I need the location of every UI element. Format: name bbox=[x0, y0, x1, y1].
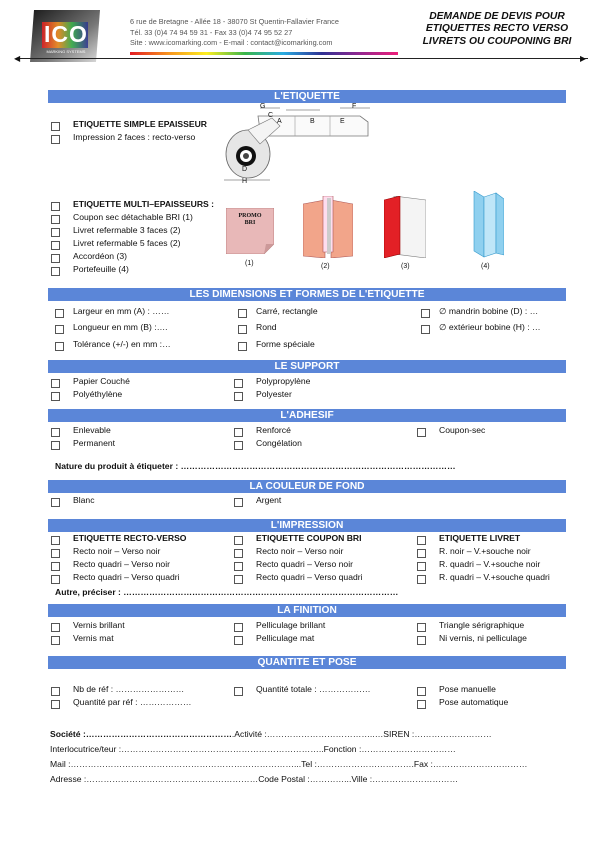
checkbox-pose[interactable] bbox=[417, 687, 426, 696]
option-simple: ETIQUETTE SIMPLE EPAISSEUR bbox=[73, 119, 208, 129]
promo-text: PROMO bbox=[238, 213, 262, 219]
checkbox-impression[interactable] bbox=[234, 549, 243, 558]
field-exterieur[interactable]: ∅ extérieur bobine (H) : … bbox=[439, 322, 541, 332]
figure-label: (1) bbox=[245, 260, 254, 267]
wallet-figure bbox=[470, 191, 504, 259]
checkbox-finition[interactable] bbox=[417, 623, 426, 632]
checkbox-multi-item[interactable] bbox=[51, 267, 60, 276]
field-quantite-totale[interactable]: Quantité totale : ……………… bbox=[256, 684, 371, 694]
field-adresse[interactable]: Adresse :…………………………………………………… bbox=[50, 774, 259, 784]
checkbox-impression[interactable] bbox=[51, 575, 60, 584]
field-tel[interactable]: .Tel :…………………………… bbox=[298, 759, 412, 769]
option-recto-verso: Impression 2 faces : recto-verso bbox=[73, 132, 196, 142]
promo-bri-figure bbox=[226, 208, 274, 254]
option-adhesif: Congélation bbox=[256, 438, 302, 448]
arrow-right-icon: ▶ bbox=[580, 54, 587, 63]
section-adhesif: L'ADHESIF bbox=[48, 409, 566, 422]
checkbox-multi-item[interactable] bbox=[51, 228, 60, 237]
checkbox-impression[interactable] bbox=[417, 575, 426, 584]
option-finition: Vernis mat bbox=[73, 633, 114, 643]
figure-label: (4) bbox=[481, 263, 490, 270]
arrow-left-icon: ◀ bbox=[14, 54, 21, 63]
option-support: Polyester bbox=[256, 389, 292, 399]
checkbox-support[interactable] bbox=[234, 379, 243, 388]
checkbox-quantite[interactable] bbox=[51, 700, 60, 709]
contact-line bbox=[50, 744, 456, 755]
checkbox-impression[interactable] bbox=[417, 562, 426, 571]
checkbox-adhesif[interactable] bbox=[234, 428, 243, 437]
checkbox-support[interactable] bbox=[51, 379, 60, 388]
checkbox-adhesif[interactable] bbox=[51, 428, 60, 437]
option-adhesif: Renforcé bbox=[256, 425, 291, 435]
option-impression: Recto quadri – Verso quadri bbox=[73, 572, 180, 582]
option-adhesif: Enlevable bbox=[73, 425, 111, 435]
section-couleur: LA COULEUR DE FOND bbox=[48, 480, 566, 493]
option-impression: Recto noir – Verso noir bbox=[73, 546, 161, 556]
field-interlocuteur[interactable]: Interlocutrice/teur :……………………………………………………………. bbox=[50, 744, 322, 754]
option-finition: Pelliculage brillant bbox=[256, 620, 326, 630]
option-multi-item: Livret refermable 3 faces (2) bbox=[73, 225, 181, 235]
checkbox-impression-rv[interactable] bbox=[51, 536, 60, 545]
document-title: DEMANDE DE DEVIS POUR ETIQUETTES RECTO VERSO LIVRETS OU COUPONING BRI bbox=[422, 11, 572, 47]
checkbox-forme[interactable] bbox=[238, 325, 247, 334]
field-nb-ref[interactable]: Nb de réf : …………………… bbox=[73, 684, 185, 694]
contact-line bbox=[50, 759, 527, 770]
field-quantite-ref[interactable]: Quantité par réf : ……………… bbox=[73, 697, 192, 707]
checkbox-support[interactable] bbox=[51, 392, 60, 401]
option-multi-item: Livret refermable 5 faces (2) bbox=[73, 238, 181, 248]
header-rule bbox=[18, 58, 588, 59]
option-support: Polyéthylène bbox=[73, 389, 123, 399]
checkbox-largeur[interactable] bbox=[55, 309, 64, 318]
roll-label-e: E bbox=[340, 118, 345, 125]
checkbox-impression[interactable] bbox=[234, 575, 243, 584]
option-forme: Carré, rectangle bbox=[256, 306, 318, 316]
checkbox-recto-verso[interactable] bbox=[51, 135, 60, 144]
option-multi-item: Accordéon (3) bbox=[73, 251, 127, 261]
option-impression: Recto quadri – Verso noir bbox=[73, 559, 170, 569]
contact-line bbox=[50, 774, 458, 785]
field-tolerance[interactable]: Tolérance (+/-) en mm :… bbox=[73, 339, 171, 349]
field-code-postal[interactable]: Code Postal :………….. bbox=[258, 774, 349, 784]
impression-rv-title: ETIQUETTE RECTO-VERSO bbox=[73, 533, 187, 543]
checkbox-impression[interactable] bbox=[417, 549, 426, 558]
option-impression: Recto quadri – Verso noir bbox=[256, 559, 353, 569]
checkbox-multi[interactable] bbox=[51, 202, 60, 211]
section-quantite: QUANTITE ET POSE bbox=[48, 656, 566, 669]
impression-bri-title: ETIQUETTE COUPON BRI bbox=[256, 533, 362, 543]
option-adhesif: Coupon-sec bbox=[439, 425, 486, 435]
option-finition: Pelliculage mat bbox=[256, 633, 315, 643]
checkbox-mandrin[interactable] bbox=[421, 309, 430, 318]
checkbox-pose[interactable] bbox=[417, 700, 426, 709]
option-forme: Rond bbox=[256, 322, 277, 332]
field-siren[interactable]: …SIREN :……………………… bbox=[374, 729, 492, 739]
field-societe[interactable]: Société :…………………………………………… bbox=[50, 729, 232, 739]
field-nature-produit[interactable]: Nature du produit à étiqueter : …………………………………………………………………………………… bbox=[55, 461, 456, 471]
option-impression: R. quadri – V.+souche quadri bbox=[439, 572, 550, 582]
checkbox-adhesif[interactable] bbox=[417, 428, 426, 437]
checkbox-quantite[interactable] bbox=[51, 687, 60, 696]
checkbox-multi-item[interactable] bbox=[51, 254, 60, 263]
contact-line bbox=[50, 729, 492, 740]
checkbox-finition[interactable] bbox=[417, 636, 426, 645]
checkbox-impression-bri[interactable] bbox=[234, 536, 243, 545]
roll-label-b: B bbox=[310, 118, 315, 125]
option-support: Papier Couché bbox=[73, 376, 130, 386]
field-fonction[interactable]: .Fonction :…………………………… bbox=[321, 744, 456, 754]
option-adhesif: Permanent bbox=[73, 438, 116, 448]
checkbox-simple[interactable] bbox=[51, 122, 60, 131]
checkbox-finition[interactable] bbox=[51, 636, 60, 645]
roll-label-h: H bbox=[242, 178, 248, 185]
checkbox-adhesif[interactable] bbox=[51, 441, 60, 450]
company-logo bbox=[30, 8, 102, 64]
option-impression: Recto quadri – Verso quadri bbox=[256, 572, 363, 582]
logo-subtext: MARKING SYSTEMS bbox=[46, 49, 86, 54]
field-longueur[interactable]: Longueur en mm (B) :…. bbox=[73, 322, 168, 332]
option-pose: Pose automatique bbox=[439, 697, 509, 707]
checkbox-adhesif[interactable] bbox=[234, 441, 243, 450]
section-support: LE SUPPORT bbox=[48, 360, 566, 373]
checkbox-impression[interactable] bbox=[234, 562, 243, 571]
option-multi-item: Portefeuille (4) bbox=[73, 264, 129, 274]
checkbox-finition[interactable] bbox=[234, 623, 243, 632]
field-largeur[interactable]: Largeur en mm (A) : …… bbox=[73, 306, 170, 316]
option-pose: Pose manuelle bbox=[439, 684, 496, 694]
field-activite[interactable]: .Activité :……………………………….. bbox=[231, 729, 375, 739]
roll-label-g: G bbox=[260, 103, 266, 110]
option-impression: Recto noir – Verso noir bbox=[256, 546, 344, 556]
checkbox-finition[interactable] bbox=[234, 636, 243, 645]
field-mandrin[interactable]: ∅ mandrin bobine (D) : … bbox=[439, 306, 539, 316]
roll-label-a: A bbox=[277, 118, 282, 125]
option-impression: R. noir – V.+souche noir bbox=[439, 546, 531, 556]
option-finition: Triangle sérigraphique bbox=[439, 620, 525, 630]
checkbox-impression[interactable] bbox=[51, 549, 60, 558]
figure-label: (2) bbox=[321, 263, 330, 270]
option-multi: ETIQUETTE MULTI–EPAISSEURS : bbox=[73, 199, 215, 209]
option-support: Polypropylène bbox=[256, 376, 311, 386]
checkbox-multi-item[interactable] bbox=[51, 241, 60, 250]
field-autre[interactable]: Autre, préciser : …………………………………………………………………………………… bbox=[55, 587, 399, 597]
impression-livret-title: ETIQUETTE LIVRET bbox=[439, 533, 521, 543]
checkbox-tolerance[interactable] bbox=[55, 342, 64, 351]
roll-label-d: D bbox=[242, 166, 248, 173]
rainbow-rule bbox=[130, 52, 398, 55]
field-fax[interactable]: .Fax :…………………………… bbox=[411, 759, 528, 769]
label-roll-illustration bbox=[220, 100, 390, 186]
section-finition: LA FINITION bbox=[48, 604, 566, 617]
accordion-figure bbox=[384, 196, 426, 258]
field-ville[interactable]: .Ville :………………………… bbox=[348, 774, 459, 784]
option-multi-item: Coupon sec détachable BRI (1) bbox=[73, 212, 193, 222]
checkbox-couleur[interactable] bbox=[234, 498, 243, 507]
checkbox-forme[interactable] bbox=[238, 342, 247, 351]
option-finition: Ni vernis, ni pelliculage bbox=[439, 633, 527, 643]
option-finition: Vernis brillant bbox=[73, 620, 125, 630]
section-impression: L'IMPRESSION bbox=[48, 519, 566, 532]
section-dimensions: LES DIMENSIONS ET FORMES DE L'ETIQUETTE bbox=[48, 288, 566, 301]
checkbox-longueur[interactable] bbox=[55, 325, 64, 334]
option-couleur: Argent bbox=[256, 495, 282, 505]
option-impression: R. quadri – V.+souche noir bbox=[439, 559, 541, 569]
option-forme: Forme spéciale bbox=[256, 339, 315, 349]
booklet-figure bbox=[303, 196, 353, 258]
section-etiquette: L'ETIQUETTE bbox=[48, 90, 566, 103]
checkbox-support[interactable] bbox=[234, 392, 243, 401]
checkbox-impression-livret[interactable] bbox=[417, 536, 426, 545]
checkbox-finition[interactable] bbox=[51, 623, 60, 632]
checkbox-quantite[interactable] bbox=[234, 687, 243, 696]
logo-text: ICO bbox=[44, 21, 88, 47]
checkbox-couleur[interactable] bbox=[51, 498, 60, 507]
checkbox-forme[interactable] bbox=[238, 309, 247, 318]
roll-label-f: F bbox=[352, 103, 357, 110]
checkbox-multi-item[interactable] bbox=[51, 215, 60, 224]
roll-label-c: C bbox=[268, 112, 274, 119]
checkbox-impression[interactable] bbox=[51, 562, 60, 571]
company-address: 6 rue de Bretagne - Allée 18 - 38070 St Quentin-Fallavier France Tél. 33 (0)4 74 94 59 31 - Fax 33 (0)4 74 95 52 27 Site : www.icomarking.com - E-mail : contact@icomarking.com bbox=[130, 17, 339, 48]
option-couleur: Blanc bbox=[73, 495, 95, 505]
checkbox-exterieur[interactable] bbox=[421, 325, 430, 334]
bri-text: BRI bbox=[244, 220, 256, 226]
field-mail[interactable]: Mail :…………………………………………………………………….. bbox=[50, 759, 299, 769]
figure-label: (3) bbox=[401, 263, 410, 270]
